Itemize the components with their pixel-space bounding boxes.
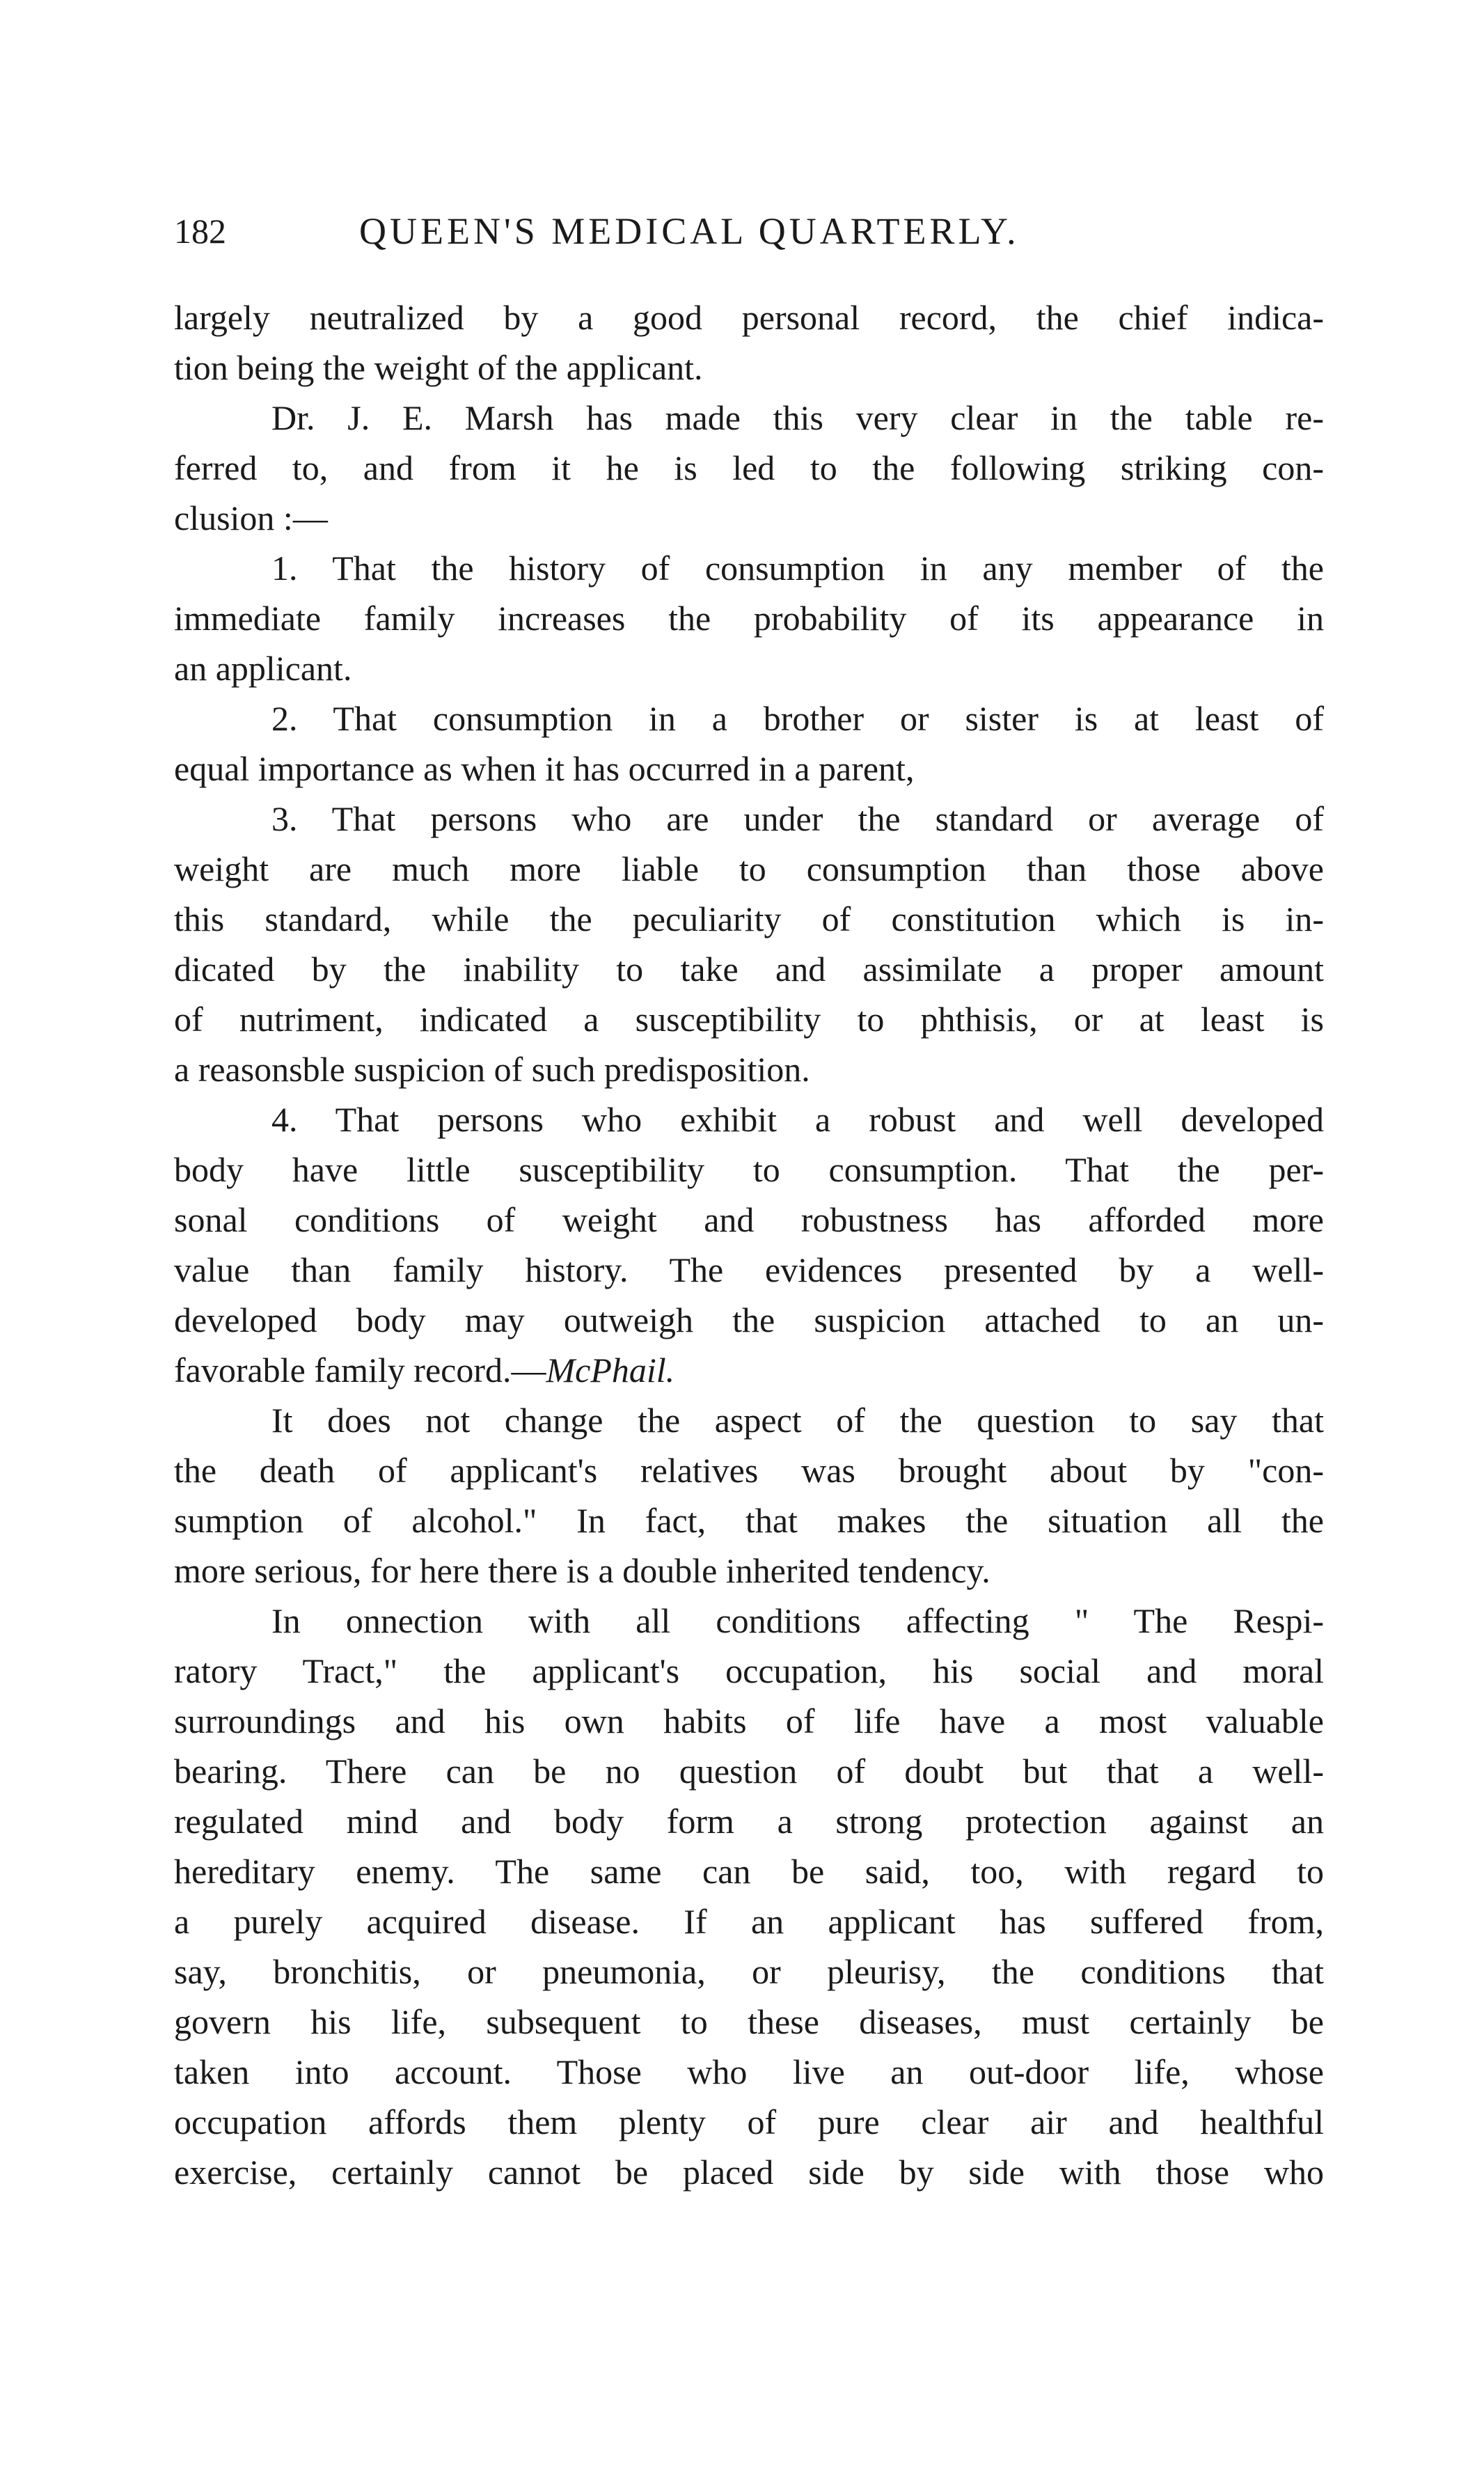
text-line: more serious, for here there is a double inherited tendency. — [174, 1551, 990, 1590]
text-line: hereditary enemy. The same can be said, too, with regard to — [174, 1852, 1324, 1891]
text-line: 2. That consumption in a brother or sister is at least of — [271, 699, 1324, 738]
body-text — [174, 292, 1324, 2197]
text-line-fragment: favorable family record.— — [174, 1351, 546, 1390]
text-line: govern his life, subsequent to these diseases, must certainly be — [174, 2002, 1324, 2041]
text-line: this standard, while the peculiarity of constitution which is in- — [174, 899, 1324, 938]
text-line: tion being the weight of the applicant. — [174, 348, 703, 387]
page-number: 182 — [174, 212, 226, 251]
text-line: value than family history. The evidences presented by a well- — [174, 1250, 1324, 1289]
text-line: weight are much more liable to consumption than those above — [174, 849, 1324, 888]
text-line: dicated by the inability to take and assimilate a proper amount — [174, 950, 1324, 989]
text-line: clusion :— — [174, 498, 328, 537]
text-line: ratory Tract," the applicant's occupation, his social and moral — [174, 1651, 1324, 1690]
text-line: 3. That persons who are under the standard or average of — [271, 799, 1324, 838]
running-head — [174, 203, 1135, 259]
text-line: bearing. There can be no question of doubt but that a well- — [174, 1752, 1324, 1791]
text-line: an applicant. — [174, 649, 352, 688]
text-line: sumption of alcohol." In fact, that makes the situation all the — [174, 1501, 1324, 1540]
text-line: developed body may outweigh the suspicion attached to an un- — [174, 1300, 1324, 1339]
text-line: 1. That the history of consumption in any member of the — [271, 549, 1324, 588]
text-line: the death of applicant's relatives was brought about by "con- — [174, 1451, 1324, 1490]
text-line: It does not change the aspect of the question to say that — [271, 1401, 1324, 1440]
journal-title: QUEEN'S MEDICAL QUARTERLY. — [359, 210, 1020, 252]
text-line: equal importance as when it has occurred in a parent, — [174, 749, 915, 788]
text-line: taken into account. Those who live an out-door life, whose — [174, 2052, 1324, 2091]
text-line: In onnection with all conditions affecting " The Respi- — [271, 1601, 1324, 1640]
text-line: surroundings and his own habits of life have a most valuable — [174, 1701, 1324, 1740]
text-line: Dr. J. E. Marsh has made this very clear in the table re- — [271, 398, 1324, 437]
text-line: a reasonsble suspicion of such predisposition. — [174, 1050, 810, 1089]
attribution: McPhail. — [546, 1351, 675, 1390]
text-line: 4. That persons who exhibit a robust and well developed — [271, 1100, 1324, 1139]
text-line: immediate family increases the probability of its appearance in — [174, 599, 1324, 638]
text-line: sonal conditions of weight and robustness has afforded more — [174, 1200, 1324, 1239]
text-line-with-attribution — [174, 1345, 1324, 1395]
text-line: exercise, certainly cannot be placed side by side with those who — [174, 2153, 1324, 2192]
text-line: regulated mind and body form a strong protection against an — [174, 1802, 1324, 1841]
text-line: ferred to, and from it he is led to the following striking con- — [174, 448, 1324, 487]
text-line: occupation affords them plenty of pure clear air and healthful — [174, 2102, 1324, 2141]
text-line: of nutriment, indicated a susceptibility to phthisis, or at least is — [174, 1000, 1324, 1039]
text-line: say, bronchitis, or pneumonia, or pleurisy, the conditions that — [174, 1952, 1324, 1991]
text-line: largely neutralized by a good personal record, the chief indica- — [174, 298, 1324, 337]
text-line: body have little susceptibility to consumption. That the per- — [174, 1150, 1324, 1189]
text-line: a purely acquired disease. If an applicant has suffered from, — [174, 1902, 1324, 1941]
